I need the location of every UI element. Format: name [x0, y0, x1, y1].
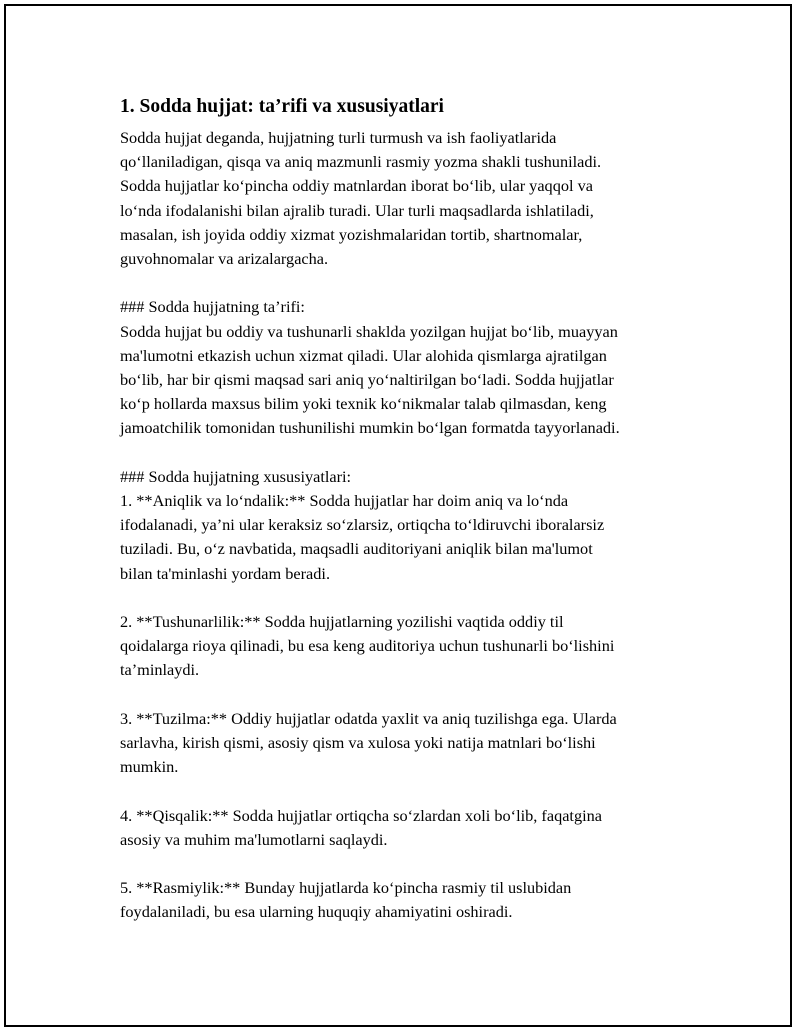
- text-line: qo‘llaniladigan, qisqa va aniq mazmunli rasmiy yozma shakli tushuniladi.: [120, 152, 602, 172]
- section-heading: ### Sodda hujjatning xususiyatlari:: [120, 466, 352, 486]
- text-line: foydalaniladi, bu esa ularning huquqiy ahamiyatini oshiradi.: [120, 902, 513, 922]
- list-item-3: [120, 707, 700, 780]
- text-line: asosiy va muhim ma'lumotlarni saqlaydi.: [120, 829, 388, 849]
- text-line: Sodda hujjat deganda, hujjatning turli turmush va ish faoliyatlarida: [120, 128, 557, 147]
- text-line: Sodda hujjatlar ko‘pincha oddiy matnlardan iborat bo‘lib, ular yaqqol va: [120, 176, 593, 196]
- text-line: jamoatchilik tomonidan tushunilishi mumkin bo‘lgan formatda tayyorlanadi.: [120, 418, 620, 438]
- paragraph-intro: [120, 126, 700, 271]
- section-heading: ### Sodda hujjatning ta’rifi:: [120, 297, 305, 317]
- text-line: guvohnomalar va arizalargacha.: [120, 249, 329, 269]
- text-line: ifodalanadi, ya’ni ular keraksiz so‘zlarsiz, ortiqcha to‘ldiruvchi iboralarsiz: [120, 515, 605, 535]
- text-line: ko‘p hollarda maxsus bilim yoki texnik ko‘nikmalar talab qilmasdan, keng: [120, 394, 607, 414]
- text-line: bo‘lib, har bir qismi maqsad sari aniq yo‘naltirilgan bo‘ladi. Sodda hujjatlar: [120, 370, 614, 390]
- text-line: qoidalarga rioya qilinadi, bu esa keng auditoriya uchun tushunarli bo‘lishini: [120, 636, 615, 656]
- document-page: [4, 4, 792, 1027]
- text-line: 2. **Tushunarlilik:** Sodda hujjatlarning yozilishi vaqtida oddiy til: [120, 612, 564, 632]
- text-line: 5. **Rasmiylik:** Bunday hujjatlarda ko‘pincha rasmiy til uslubidan: [120, 878, 572, 898]
- text-line: ma'lumotni etkazish uchun xizmat qiladi. Ular alohida qismlarga ajratilgan: [120, 345, 607, 365]
- list-item-4: [120, 804, 700, 852]
- list-item-2: [120, 610, 700, 683]
- text-line: masalan, ish joyida oddiy xizmat yozishmalaridan tortib, shartnomalar,: [120, 224, 583, 244]
- text-line: bilan ta'minlashi yordam beradi.: [120, 563, 331, 583]
- paragraph-features-item-1: [120, 465, 700, 586]
- text-line: lo‘nda ifodalanishi bilan ajralib turadi. Ular turli maqsadlarda ishlatiladi,: [120, 200, 594, 220]
- paragraph-definition: [120, 295, 700, 440]
- text-line: 3. **Tuzilma:** Oddiy hujjatlar odatda yaxlit va aniq tuzilishga ega. Ularda: [120, 708, 617, 728]
- text-line: mumkin.: [120, 757, 179, 777]
- list-item-5: [120, 876, 700, 924]
- text-line: 4. **Qisqalik:** Sodda hujjatlar ortiqcha so‘zlardan xoli bo‘lib, faqatgina: [120, 805, 602, 825]
- text-line: sarlavha, kirish qismi, asosiy qism va xulosa yoki natija matnlari bo‘lishi: [120, 733, 596, 753]
- document-title: 1. Sodda hujjat: ta’rifi va xususiyatlari: [120, 96, 444, 117]
- document-body: [120, 94, 700, 949]
- text-line: Sodda hujjat bu oddiy va tushunarli shaklda yozilgan hujjat bo‘lib, muayyan: [120, 321, 618, 341]
- text-line: ta’minlaydi.: [120, 660, 200, 680]
- text-line: tuziladi. Bu, o‘z navbatida, maqsadli auditoriyani aniqlik bilan ma'lumot: [120, 539, 593, 559]
- text-line: 1. **Aniqlik va lo‘ndalik:** Sodda hujjatlar har doim aniq va lo‘nda: [120, 491, 569, 511]
